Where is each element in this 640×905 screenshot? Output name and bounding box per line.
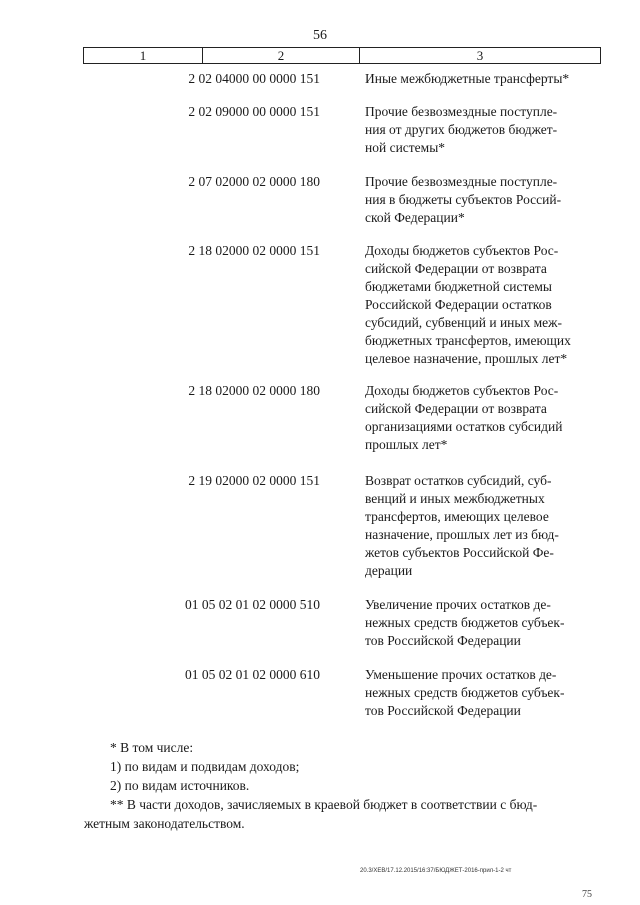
row-description: Иные межбюджетные трансферты* (365, 71, 570, 86)
document-stamp: 20.3/ХЕВ/17.12.2015/16:37/БЮДЖЕТ-2016-прил-1-2 чт (360, 868, 512, 874)
row-description: Доходы бюджетов субъектов Рос- сийской Федерации от возврата бюджетами бюджетной системы Российской Федерации остатков субсидий, субвенций и иных меж- бюджетных трансфертов, имеющих целевое назначение, прошлых лет* (365, 243, 571, 366)
row-description: Уменьшение прочих остатков де- нежных средств бюджетов субъек- тов Российской Федерации (365, 667, 565, 718)
column-header-1: 1 (84, 48, 203, 64)
column-header-2: 2 (203, 48, 360, 64)
budget-code: 2 02 09000 00 0000 151 (188, 104, 320, 119)
budget-code: 2 18 02000 02 0000 151 (188, 243, 320, 258)
row-description: Увеличение прочих остатков де- нежных средств бюджетов субъек- тов Российской Федерации (365, 597, 565, 648)
row-description: Доходы бюджетов субъектов Рос- сийской Федерации от возврата организациями остатков субсидий прошлых лет* (365, 383, 563, 452)
footnote-line: * В том числе: (110, 740, 194, 755)
budget-code: 01 05 02 01 02 0000 510 (185, 597, 320, 612)
budget-code: 01 05 02 01 02 0000 610 (185, 667, 320, 682)
footnote-line: 2) по видам источников. (110, 778, 250, 793)
budget-code: 2 07 02000 02 0000 180 (188, 174, 320, 189)
footnotes (84, 738, 610, 833)
corner-mark: 75 (582, 889, 592, 900)
page-number: 56 (313, 28, 327, 43)
column-header-table (83, 47, 601, 64)
row-description: Прочие безвозмездные поступле- ния от других бюджетов бюджет- ной системы* (365, 104, 558, 155)
budget-code: 2 02 04000 00 0000 151 (188, 71, 320, 86)
row-description: Прочие безвозмездные поступле- ния в бюджеты субъектов Россий- ской Федерации* (365, 174, 562, 225)
column-header-3: 3 (360, 48, 601, 64)
row-description: Возврат остатков субсидий, суб- венций и иных межбюджетных трансфертов, имеющих целевое назначение, прошлых лет из бюд- жетов субъектов Российской Фе- дерации (365, 473, 559, 578)
budget-code: 2 19 02000 02 0000 151 (188, 473, 320, 488)
budget-code: 2 18 02000 02 0000 180 (188, 383, 320, 398)
footnote-line: 1) по видам и подвидам доходов; (110, 759, 300, 774)
footnote-line: ** В части доходов, зачисляемых в краевой бюджет в соответствии с бюд- жетным законодательством. (84, 797, 538, 831)
